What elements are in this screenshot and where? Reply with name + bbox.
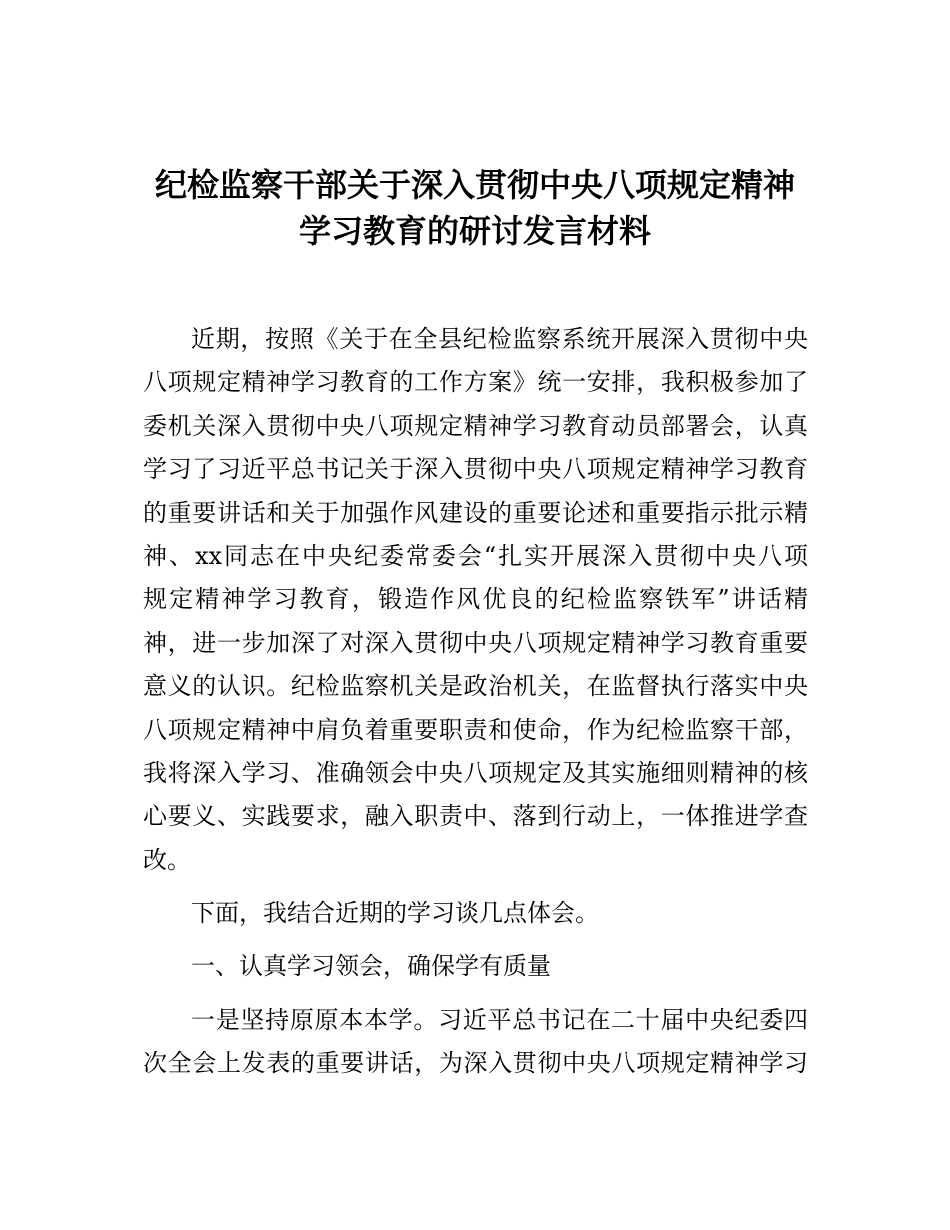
paragraph [143, 318, 808, 882]
paragraph [143, 945, 808, 988]
text-line: 八项规定精神中肩负着重要职责和使命，作为纪检监察干部， [143, 715, 808, 744]
text-line: 我将深入学习、准确领会中央八项规定及其实施细则精神的核 [143, 758, 808, 787]
text-line: 心要义、实践要求，融入职责中、落到行动上，一体推进学查 [143, 802, 808, 831]
text-line: 规定精神学习教育，锻造作风优良的纪检监察铁军”讲话精 [143, 585, 808, 614]
paragraph [143, 999, 808, 1086]
text-line: 一、认真学习领会，确保学有质量 [191, 952, 551, 981]
text-line: 神，进一步加深了对深入贯彻中央八项规定精神学习教育重要 [143, 628, 808, 657]
title-line-1: 纪检监察干部关于深入贯彻中央八项规定精神 [154, 166, 795, 204]
text-line: 一是坚持原原本本学。习近平总书记在二十届中央纪委四 [191, 1005, 808, 1034]
paragraph [143, 892, 808, 935]
text-line: 的重要讲话和关于加强作风建设的重要论述和重要指示批示精 [143, 498, 808, 527]
text-line: 近期，按照《关于在全县纪检监察系统开展深入贯彻中央 [191, 325, 808, 353]
text-line: 次全会上发表的重要讲话，为深入贯彻中央八项规定精神学习 [143, 1049, 808, 1078]
text-line: 改。 [143, 845, 191, 874]
text-line: 下面，我结合近期的学习谈几点体会。 [191, 899, 599, 928]
title-line-2: 学习教育的研讨发言材料 [298, 212, 651, 250]
text-line: 神、xx同志在中央纪委常委会“扎实开展深入贯彻中央八项 [143, 541, 808, 570]
text-line: 意义的认识。纪检监察机关是政治机关，在监督执行落实中央 [143, 672, 808, 701]
text-line: 八项规定精神学习教育的工作方案》统一安排，我积极参加了 [143, 368, 808, 397]
text-line: 学习了习近平总书记关于深入贯彻中央八项规定精神学习教育 [143, 455, 808, 484]
text-line: 委机关深入贯彻中央八项规定精神学习教育动员部署会，认真 [143, 411, 808, 440]
document-body [143, 318, 808, 1096]
document-title [0, 162, 950, 254]
